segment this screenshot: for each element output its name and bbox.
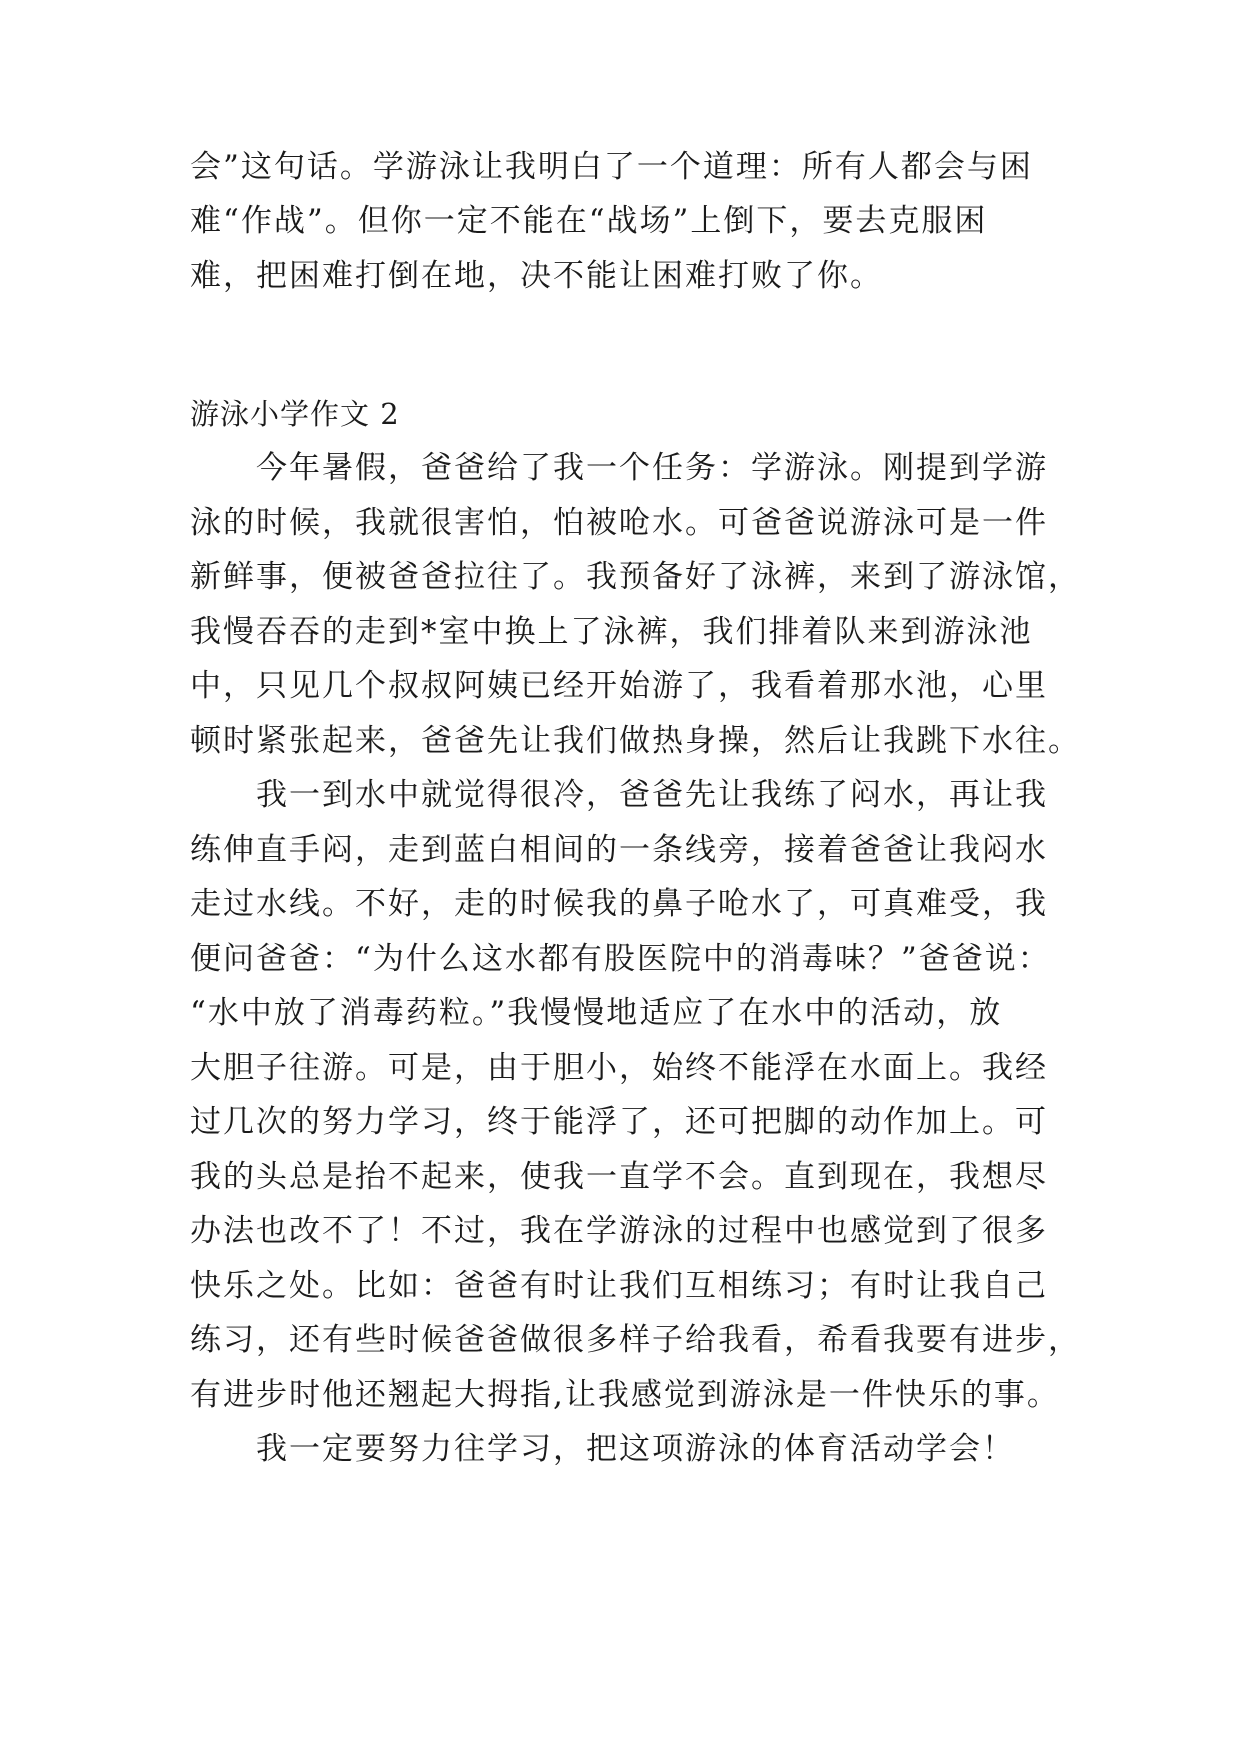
section-title: 游泳小学作文 2 <box>190 397 400 431</box>
paragraph-line: 中，只见几个叔叔阿姨已经开始游了，我看着那水池，心里 <box>190 668 1048 704</box>
paragraph-line: 我的头总是抬不起来，使我一直学不会。直到现在，我想尽 <box>190 1159 1048 1195</box>
intro-line: 难，把困难打倒在地，决不能让困难打败了你。 <box>190 258 883 294</box>
paragraph-line: 练伸直手闷，走到蓝白相间的一条线旁，接着爸爸让我闷水 <box>190 832 1048 868</box>
paragraph-line: 我慢吞吞的走到*室中换上了泳裤，我们排着队来到游泳池 <box>190 614 1033 650</box>
intro-line: 会”这句话。学游泳让我明白了一个道理：所有人都会与困 <box>190 149 1033 185</box>
paragraph-line: 我一定要努力往学习，把这项游泳的体育活动学会！ <box>190 1431 1015 1467</box>
paragraph-line: 新鲜事，便被爸爸拉往了。我预备好了泳裤，来到了游泳馆， <box>190 559 1081 595</box>
paragraph-line: 练习，还有些时候爸爸做很多样子给我看，希看我要有进步， <box>190 1322 1081 1358</box>
paragraph-line: 今年暑假，爸爸给了我一个任务：学游泳。刚提到学游 <box>190 450 1048 486</box>
paragraph-line: 大胆子往游。可是，由于胆小，始终不能浮在水面上。我经 <box>190 1050 1048 1086</box>
paragraph-line: 办法也改不了！不过，我在学游泳的过程中也感觉到了很多 <box>190 1213 1048 1249</box>
paragraph-line: 泳的时候，我就很害怕，怕被呛水。可爸爸说游泳可是一件 <box>190 505 1048 541</box>
paragraph-line: 顿时紧张起来，爸爸先让我们做热身操，然后让我跳下水往。 <box>190 723 1081 759</box>
paragraph-line: “水中放了消毒药粒。”我慢慢地适应了在水中的活动，放 <box>190 995 1003 1031</box>
paragraph-line: 我一到水中就觉得很冷，爸爸先让我练了闷水，再让我 <box>190 777 1048 813</box>
paragraph-line: 快乐之处。比如：爸爸有时让我们互相练习；有时让我自己 <box>190 1268 1048 1304</box>
paragraph-line: 走过水线。不好，走的时候我的鼻子呛水了，可真难受，我 <box>190 886 1048 922</box>
paragraph-line: 便问爸爸：“为什么这水都有股医院中的消毒味？”爸爸说： <box>190 941 1051 977</box>
paragraph-line: 过几次的努力学习，终于能浮了，还可把脚的动作加上。可 <box>190 1104 1048 1140</box>
paragraph-line: 有进步时他还翘起大拇指,让我感觉到游泳是一件快乐的事。 <box>190 1377 1060 1413</box>
intro-line: 难“作战”。但你一定不能在“战场”上倒下，要去克服困 <box>190 203 988 239</box>
